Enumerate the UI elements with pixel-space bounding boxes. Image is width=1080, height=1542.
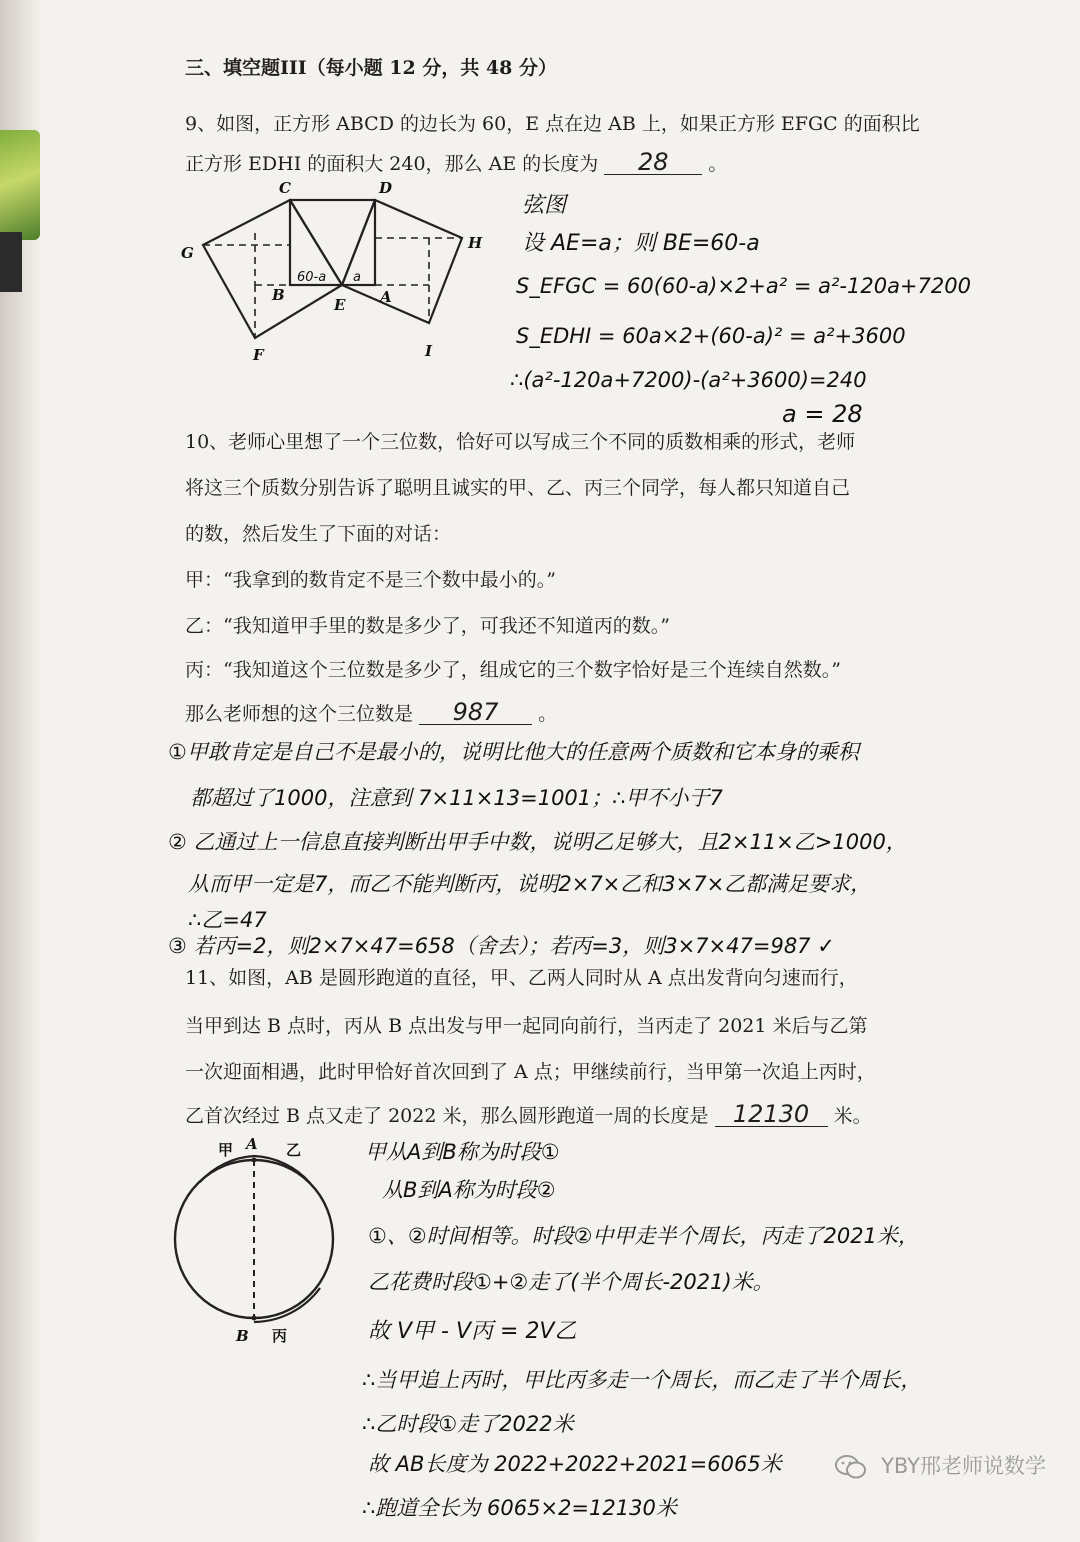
label-bing: 丙 <box>272 1327 288 1345</box>
q10-work-1: ①甲敢肯定是自己不是最小的，说明比他大的任意两个质数和它本身的乘积 <box>168 740 859 764</box>
q11-line-1: 11、如图，AB 是圆形跑道的直径，甲、乙两人同时从 A 点出发背向匀速而行， <box>185 967 858 989</box>
q9-text: 正方形 EDHI 的面积大 240，那么 AE 的长度为 <box>185 153 599 175</box>
q10-line-1: 10、老师心里想了一个三位数，恰好可以写成三个不同的质数相乘的形式，老师 <box>185 431 856 453</box>
label-d: D <box>379 179 393 197</box>
q11-work-2: 从B到A称为时段② <box>382 1178 556 1202</box>
q9-work-2: 设 AE=a；则 BE=60-a <box>522 231 760 256</box>
label-yi: 乙 <box>286 1141 302 1159</box>
q9-square-figure <box>175 178 505 368</box>
q11-work-5: 故 V甲 - V丙 = 2V乙 <box>368 1319 577 1344</box>
label-h: H <box>468 234 483 252</box>
q10-line-2: 将这三个质数分别告诉了聪明且诚实的甲、乙、丙三个同学，每人都只知道自己 <box>185 477 851 499</box>
q10-answer: 987 <box>419 700 532 725</box>
q11-work-6: ∴当甲追上丙时，甲比丙多走一个周长，而乙走了半个周长， <box>362 1368 922 1392</box>
q10-work-4: 从而甲一定是7，而乙不能判断丙，说明2×7×乙和3×7×乙都满足要求， <box>188 872 872 896</box>
q9-work-4: S_EDHI = 60a×2+(60-a)² = a²+3600 <box>516 324 906 348</box>
label-i: I <box>425 342 433 360</box>
page-edge-shadow <box>0 232 22 292</box>
q11-work-9: ∴跑道全长为 6065×2=12130米 <box>362 1496 677 1520</box>
q9-work-5: ∴(a²-120a+7200)-(a²+3600)=240 <box>510 368 867 392</box>
q10-dialogue-bing: 丙：“我知道这个三位数是多少了，组成它的三个数字恰好是三个连续自然数。” <box>185 659 841 681</box>
q11-line-3: 一次迎面相遇，此时甲恰好首次回到了 A 点；甲继续前行，当甲第一次追上丙时， <box>185 1061 876 1083</box>
page-edge-sticker <box>0 130 40 240</box>
q11-work-3: ①、②时间相等。时段②中甲走半个周长，丙走了2021米， <box>368 1224 919 1248</box>
q10-dialogue-yi: 乙：“我知道甲手里的数是多少了，可我还不知道丙的数。” <box>185 615 670 637</box>
q9-work-6: a = 28 <box>782 400 863 428</box>
q11-line-2: 当甲到达 B 点时，丙从 B 点出发与甲一起同向前行，当丙走了 2021 米后与乙第 <box>185 1015 868 1037</box>
q10-work-2: 都超过了1000，注意到 7×11×13=1001；∴甲不小于7 <box>190 786 723 810</box>
section-title: 三、填空题III（每小题 12 分，共 48 分） <box>185 57 558 79</box>
q10-work-3: ② 乙通过上一信息直接判断出甲手中数，说明乙足够大，且2×11×乙>1000， <box>168 830 907 854</box>
q10-work-5: ∴乙=47 <box>188 908 267 932</box>
point-b-dot <box>252 1316 257 1321</box>
label-f: F <box>253 346 264 364</box>
q10-work-6: ③ 若丙=2，则2×7×47=658（舍去）；若丙=3，则3×7×47=987 ✓ <box>168 934 835 958</box>
q11-answer: 12130 <box>715 1102 828 1127</box>
watermark-text: YBY邢老师说数学 <box>881 1454 1046 1478</box>
label-b: B <box>272 286 285 304</box>
q11-work-4: 乙花费时段①+②走了(半个周长-2021)米。 <box>368 1270 774 1294</box>
label-c: C <box>279 179 291 197</box>
square-efgc <box>203 200 342 338</box>
q11-work-7: ∴乙时段①走了2022米 <box>362 1412 574 1436</box>
q9-work-1: 弦图 <box>522 193 567 218</box>
label-60-minus-a: 60-a <box>297 270 327 285</box>
q11-work-8: 故 AB长度为 2022+2022+2021=6065米 <box>368 1452 782 1476</box>
q11-unit: 米。 <box>833 1105 872 1127</box>
q10-dialogue-jia: 甲：“我拿到的数肯定不是三个数中最小的。” <box>185 569 556 591</box>
q10-question-text: 那么老师想的这个三位数是 <box>185 703 414 725</box>
label-b: B <box>236 1327 249 1345</box>
label-a-length: a <box>353 270 361 285</box>
label-jia: 甲 <box>218 1141 234 1159</box>
q11-text: 乙首次经过 B 点又走了 2022 米，那么圆形跑道一周的长度是 <box>185 1105 709 1127</box>
q9-work-3: S_EFGC = 60(60-a)×2+a² = a²-120a+7200 <box>516 274 971 298</box>
q11-track-figure <box>160 1135 350 1350</box>
q11-line-4 <box>185 1102 872 1128</box>
watermark <box>834 1450 1046 1481</box>
q9-line-1: 9、如图，正方形 ABCD 的边长为 60，E 点在边 AB 上，如果正方形 EFGC 的面积比 <box>185 113 920 135</box>
q9-answer: 28 <box>604 150 702 175</box>
label-g: G <box>181 244 194 262</box>
q10-line-3: 的数，然后发生了下面的对话： <box>185 523 452 545</box>
wechat-icon <box>834 1453 868 1481</box>
square-edhi <box>342 200 462 323</box>
q10-question <box>185 700 557 726</box>
label-a: A <box>380 288 392 306</box>
q11-work-1: 甲从A到B称为时段① <box>365 1140 560 1164</box>
label-a: A <box>246 1135 258 1153</box>
q9-line-2 <box>185 150 727 176</box>
label-e: E <box>334 296 346 314</box>
q9-end: 。 <box>708 153 728 175</box>
point-a-dot <box>252 1158 257 1163</box>
q10-end: 。 <box>538 703 558 725</box>
